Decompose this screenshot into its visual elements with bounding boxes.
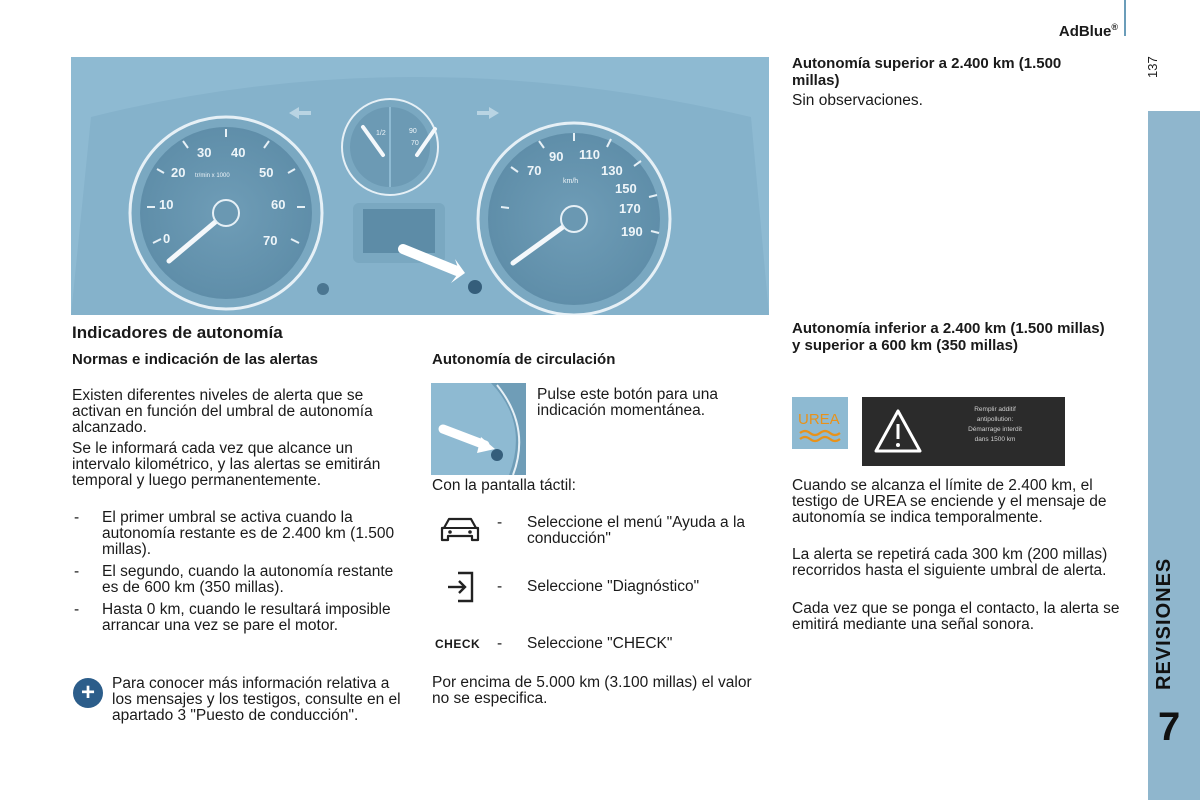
- subtitle-alert-rules: Normas e indicación de las alertas: [72, 351, 318, 368]
- speed-tick-170: 170: [619, 201, 641, 216]
- alert-interval-paragraph: Se le informará cada vez que alcance un intervalo kilométrico, y las alertas se emitirán temporal y luego permanentemente.: [72, 440, 381, 489]
- speed-unit: km/h: [563, 178, 579, 185]
- chapter-tab: [1148, 111, 1200, 800]
- step-dash: -: [497, 635, 503, 652]
- instrument-cluster-drawing: [71, 57, 769, 315]
- tach-tick-50: 50: [259, 165, 274, 180]
- tach-tick-0: 0: [163, 231, 171, 246]
- step-dash: -: [497, 578, 503, 595]
- tach-tick-30: 30: [197, 145, 212, 160]
- urea-warning-light: [792, 397, 848, 449]
- info-note: Para conocer más información relativa a los mensajes y los testigos, consulte en el apartado 3 "Puesto de conducción".: [112, 675, 401, 724]
- info-plus-icon: +: [73, 678, 103, 708]
- trip-button: [468, 280, 482, 294]
- speed-tick-190: 190: [621, 224, 643, 239]
- step-dash: -: [497, 514, 503, 531]
- car-icon: [438, 514, 482, 549]
- subtitle-below-2400: Autonomía inferior a 2.400 km (1.500 millas) y superior a 600 km (350 millas): [792, 320, 1105, 354]
- tach-unit: tr/min x 1000: [195, 173, 230, 179]
- step-driving-assist: Seleccione el menú "Ayuda a la conducción": [527, 514, 746, 547]
- tach-tick-60: 60: [271, 197, 286, 212]
- list-item: - El primer umbral se activa cuando la autonomía restante es de 2.400 km (1.500 millas).: [72, 510, 412, 558]
- section-title-autonomy: Indicadores de autonomía: [72, 323, 283, 342]
- step-diagnostic: Seleccione "Diagnóstico": [527, 578, 700, 595]
- alert-line: Remplir additif: [974, 406, 1016, 413]
- alert-thresholds-list: [72, 510, 412, 640]
- urea-label: UREA: [798, 411, 840, 428]
- tach-tick-70: 70: [263, 233, 278, 248]
- page-number: 137: [1145, 56, 1160, 78]
- range-footer: Por encima de 5.000 km (3.100 millas) el valor no se especifica.: [432, 674, 752, 707]
- subtitle-above-2400: Autonomía superior a 2.400 km (1.500 millas): [792, 55, 1062, 89]
- alert-line: antipollution:: [976, 416, 1014, 423]
- header-title: AdBlue®: [1058, 22, 1118, 40]
- ignition-alert-paragraph: Cada vez que se ponga el contacto, la alerta se emitirá mediante una señal sonora.: [792, 600, 1120, 633]
- dashboard-illustration: [71, 57, 769, 315]
- list-item: - El segundo, cuando la autonomía restante es de 600 km (350 millas).: [72, 564, 412, 596]
- temp-90: 90: [409, 128, 417, 135]
- subtitle-driving-range: Autonomía de circulación: [432, 351, 616, 368]
- check-label: CHECK: [435, 637, 481, 651]
- press-button-text: Pulse este botón para una indicación momentánea.: [537, 386, 718, 419]
- button-thumbnail: [431, 383, 526, 475]
- speed-tick-150: 150: [615, 181, 637, 196]
- header-divider: [1124, 0, 1126, 36]
- warning-triangle-icon: [868, 397, 928, 466]
- alert-levels-paragraph: Existen diferentes niveles de alerta que se activan en función del umbral de autonomía alcanzado.: [72, 387, 373, 436]
- step-check: Seleccione "CHECK": [527, 635, 673, 652]
- autonomy-alert-message: [862, 397, 1065, 466]
- alert-repeat-paragraph: La alerta se repetirá cada 300 km (200 millas) recorridos hasta el siguiente umbral de alerta.: [792, 546, 1108, 579]
- enter-icon: [446, 570, 476, 609]
- speed-tick-110: 110: [579, 147, 600, 162]
- no-observations: Sin observaciones.: [792, 92, 923, 109]
- speed-tick-70: 70: [527, 163, 542, 178]
- urea-threshold-paragraph: Cuando se alcanza el límite de 2.400 km, el testigo de UREA se enciende y el mensaje de autonomía se indica temporalmente.: [792, 477, 1107, 526]
- speed-tick-130: 130: [601, 163, 623, 178]
- chapter-number: 7: [1158, 705, 1181, 749]
- list-item: - Hasta 0 km, cuando le resultará imposible arrancar una vez se pare el motor.: [72, 602, 412, 634]
- speed-tick-90: 90: [549, 149, 564, 164]
- alert-line: dans 1500 km: [974, 436, 1016, 443]
- touchscreen-label: Con la pantalla táctil:: [432, 477, 576, 494]
- temp-70: 70: [411, 140, 419, 147]
- chapter-label: REVISIONES: [1153, 557, 1175, 690]
- tach-tick-10: 10: [159, 197, 174, 212]
- fuel-half: 1/2: [376, 130, 386, 137]
- alert-line: Démarrage interdit: [968, 426, 1022, 433]
- tach-tick-20: 20: [171, 165, 186, 180]
- tach-tick-40: 40: [231, 145, 246, 160]
